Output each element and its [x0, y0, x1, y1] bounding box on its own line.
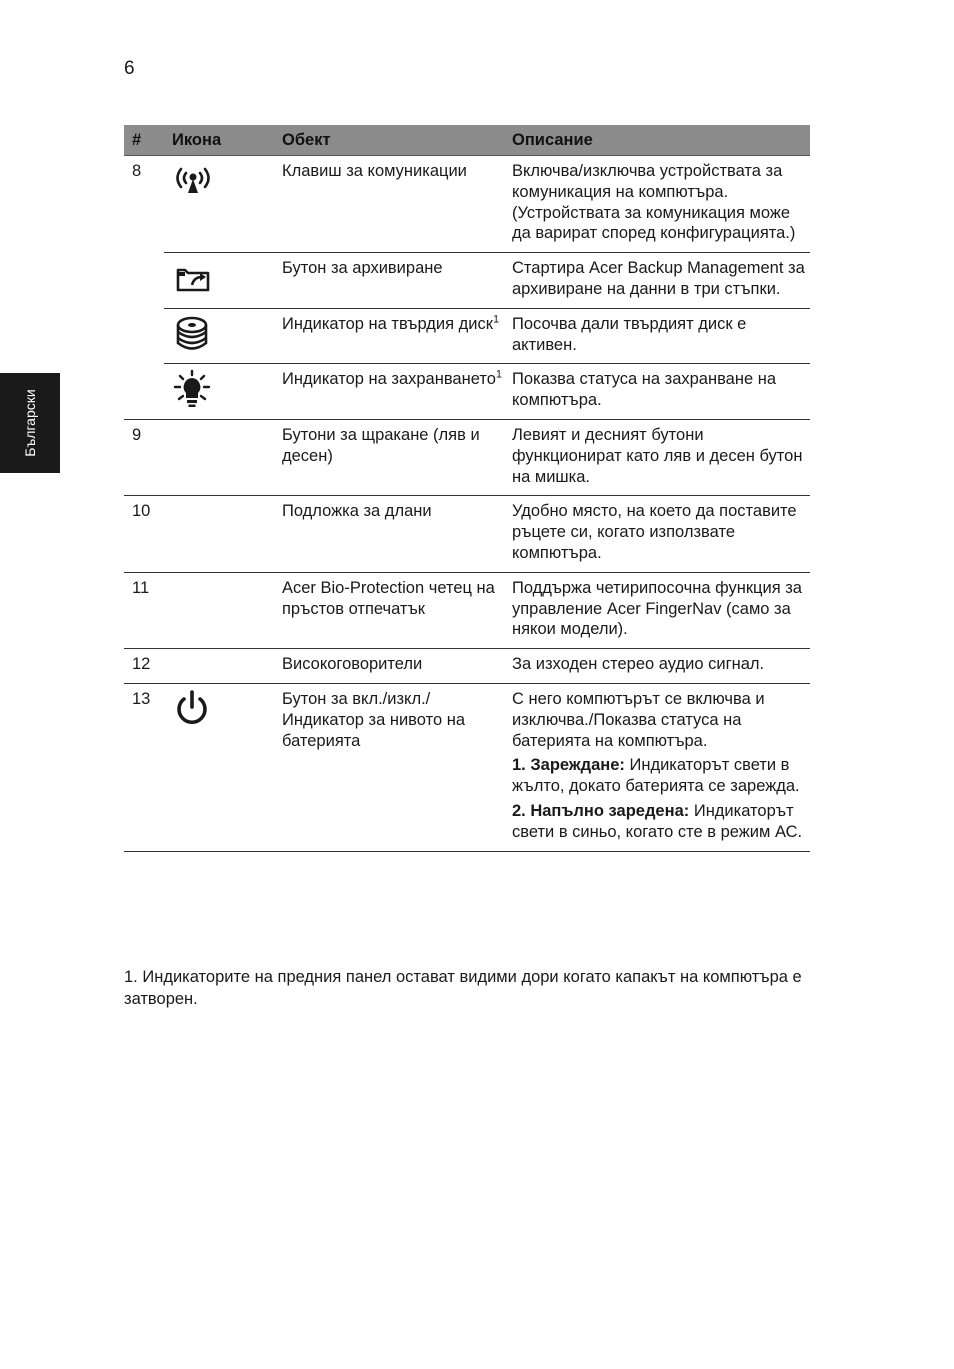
row-object: Подложка за длани	[282, 496, 512, 572]
row-num: 9	[124, 419, 164, 495]
table-row	[124, 683, 810, 851]
table-row	[124, 364, 810, 420]
row-object: Бутон за архивиране	[282, 253, 512, 309]
row-num: 8	[132, 162, 142, 180]
row-description: Посочва дали твърдият диск е активен.	[512, 308, 810, 364]
table-header-row	[124, 125, 810, 156]
charging-text: Индикаторът свети в жълто, докато батерията се зарежда.	[512, 756, 800, 796]
row-object: Високоговорители	[282, 649, 512, 684]
row-description: Левият и десният бутони функционират като ляв и десен бутон на мишка.	[512, 419, 810, 495]
header-num: #	[124, 125, 164, 156]
header-icon: Икона	[164, 125, 282, 156]
row-num: 10	[124, 496, 164, 572]
table-row	[124, 156, 810, 253]
row-num	[124, 308, 164, 364]
row-num: 11	[124, 572, 164, 648]
row-num: 13	[124, 683, 164, 851]
row-description: Стартира Acer Backup Management за архивиране на данни в три стъпки.	[512, 253, 810, 309]
footnote-ref: 1	[495, 368, 503, 381]
header-object: Обект	[282, 125, 512, 156]
side-tab-label: Български	[22, 389, 38, 457]
row-num	[124, 364, 164, 420]
backup-icon	[172, 258, 214, 298]
row-description: Включва/изключва устройствата за комуникация на компютъра. (Устройствата за комуникация може да варират според конфигурацията.)	[512, 156, 810, 253]
row-num: 12	[124, 649, 164, 684]
language-side-tab	[0, 373, 60, 473]
row-object: Индикатор на твърдия диск	[282, 314, 493, 333]
row-description: Поддържа четирипосочна функция за управление Acer FingerNav (само за някои модели).	[512, 572, 810, 648]
row-object: Бутон за вкл./изкл./ Индикатор за нивото на батерията	[282, 683, 512, 851]
power-icon	[172, 689, 214, 729]
charged-label: 2. Напълно заредена:	[512, 801, 690, 820]
components-table	[124, 125, 810, 852]
table-row	[124, 496, 810, 572]
power-indicator-icon	[172, 369, 214, 409]
row-description: Показва статуса на захранване на компютъра.	[512, 364, 810, 420]
row-object: Клавиш за комуникации	[282, 156, 512, 253]
table-row	[124, 308, 810, 364]
page-number: 6	[124, 58, 135, 79]
wireless-icon	[172, 161, 214, 201]
row-object: Acer Bio-Protection четец на пръстов отпечатък	[282, 572, 512, 648]
header-description: Описание	[512, 125, 810, 156]
row-object: Бутони за щракане (ляв и десен)	[282, 419, 512, 495]
row-num	[124, 253, 164, 309]
table-row	[124, 572, 810, 648]
row-description: За изходен стерео аудио сигнал.	[512, 649, 810, 684]
footnote: 1. Индикаторите на предния панел остават видими дори когато капакът на компютъра е затворен.	[124, 968, 802, 1008]
charged-text: Индикаторът свети в синьо, когато сте в режим АС.	[512, 801, 803, 841]
row-description: С него компютърът се включва и изключва./Показва статуса на батерията на компютъра.	[512, 689, 765, 750]
row-description: Удобно място, на което да поставите ръцете си, когато използвате компютъра.	[512, 496, 810, 572]
table-row	[124, 253, 810, 309]
charging-label: 1. Зареждане:	[512, 756, 625, 775]
hdd-icon	[172, 314, 214, 354]
row-object: Индикатор на захранването	[282, 370, 496, 389]
table-row	[124, 419, 810, 495]
table-row	[124, 649, 810, 684]
footnote-ref: 1	[492, 313, 500, 326]
